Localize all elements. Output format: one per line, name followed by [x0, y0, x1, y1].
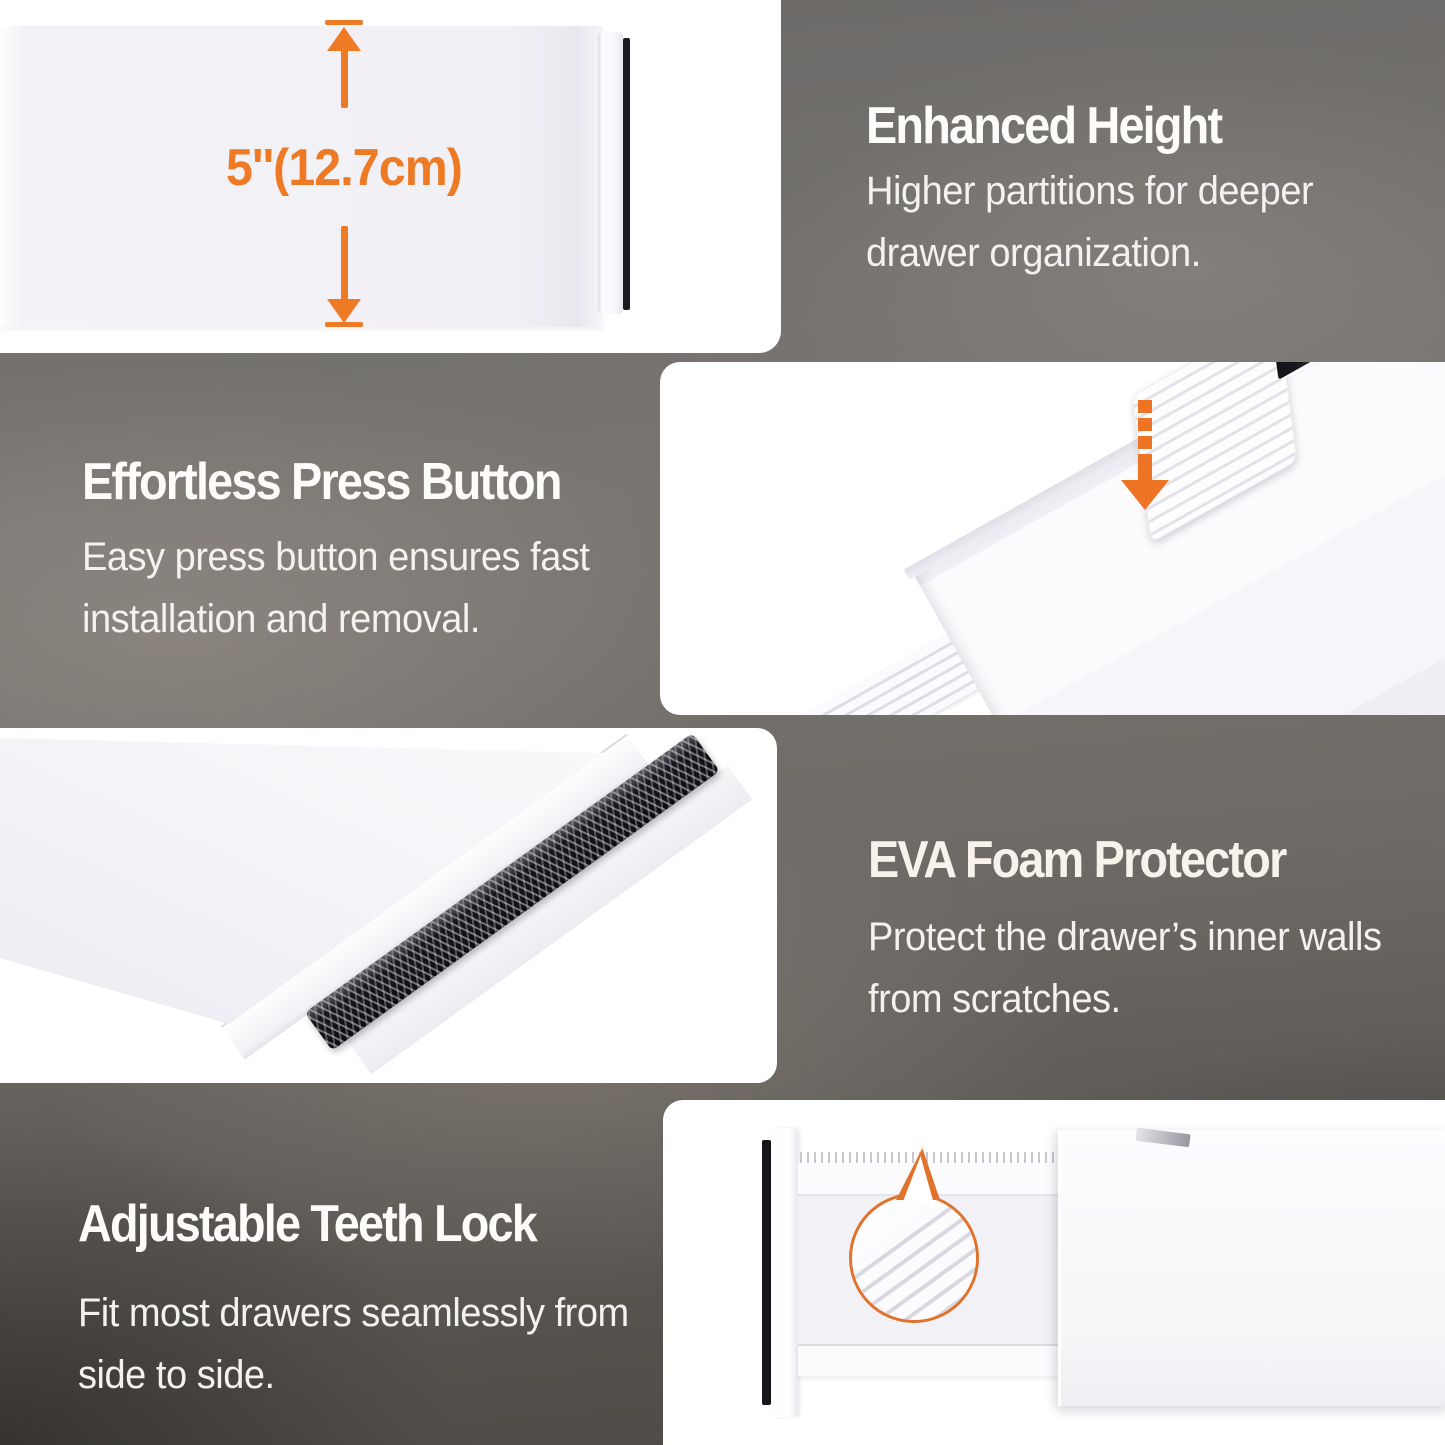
teeth-ribs-detail — [849, 1193, 979, 1323]
measure-lower-shaft — [341, 226, 348, 302]
press-arrow-dash — [1138, 436, 1152, 449]
body-line: Higher partitions for deeper — [866, 169, 1314, 213]
photo-eva-foam — [0, 728, 777, 1083]
divider-end-black-strip — [762, 1140, 771, 1405]
bottom-rail — [798, 1344, 1062, 1376]
body-line: Fit most drawers seamlessly from — [78, 1291, 629, 1335]
divider-foam-edge-strip — [623, 38, 630, 310]
body-line: side to side. — [78, 1353, 275, 1397]
section-body-teeth-lock — [78, 1282, 629, 1406]
photo-teeth-lock — [663, 1100, 1445, 1445]
section-body-eva-foam — [868, 906, 1382, 1030]
section-title-press-button: Effortless Press Button — [82, 453, 561, 511]
teeth-rail — [660, 627, 991, 715]
section-body-press-button — [82, 526, 589, 650]
body-line: drawer organization. — [866, 231, 1201, 275]
press-arrow-dash — [1138, 418, 1152, 431]
measure-arrow-up-icon — [327, 27, 361, 51]
section-body-enhanced-height — [866, 160, 1313, 284]
lock-slot — [1269, 362, 1354, 380]
measure-bottom-cap — [325, 322, 363, 327]
body-line: from scratches. — [868, 977, 1121, 1021]
divider-end-cap — [598, 32, 623, 314]
measurement-label: 5''(12.7cm) — [226, 139, 462, 197]
press-arrow-shaft — [1138, 454, 1152, 482]
drawer-side-panel — [1058, 1130, 1445, 1406]
body-line: installation and removal. — [82, 597, 480, 641]
press-button — [1132, 362, 1297, 543]
section-title-enhanced-height: Enhanced Height — [866, 97, 1222, 155]
teeth-row — [800, 1152, 1062, 1163]
divider-end-cap — [771, 1128, 798, 1417]
body-line: Protect the drawer’s inner walls — [868, 915, 1382, 959]
photo-height-measurement — [0, 0, 781, 353]
section-title-eva-foam: EVA Foam Protector — [868, 831, 1286, 889]
body-line: Easy press button ensures fast — [82, 535, 590, 579]
measure-top-cap — [325, 20, 363, 25]
magnifier-callout-icon — [849, 1193, 979, 1323]
divider-slab — [915, 362, 1445, 715]
press-down-arrow-icon — [1121, 480, 1169, 510]
press-arrow-dash — [1138, 400, 1152, 413]
measure-arrow-down-icon — [327, 299, 361, 323]
measure-upper-shaft — [341, 50, 348, 108]
photo-press-button — [660, 362, 1445, 715]
section-title-teeth-lock: Adjustable Teeth Lock — [78, 1195, 537, 1253]
